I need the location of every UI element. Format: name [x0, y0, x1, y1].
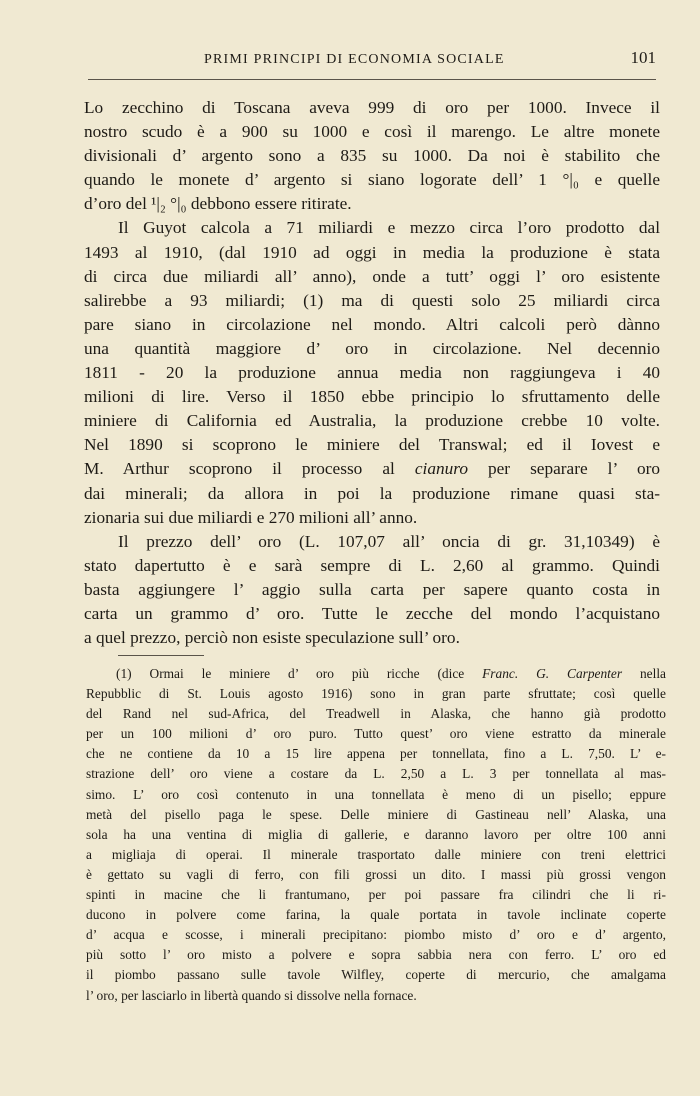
text-run: M. Arthur scoprono il processo al	[84, 459, 415, 479]
footnote-line: metà del pisello paga le spese. Delle miniere di Gastineau nell’ Alaska, una	[86, 806, 666, 822]
footnote-rule	[118, 655, 204, 656]
text-line: 1493 al 1910, (dal 1910 ad oggi in media la produzione è stata	[84, 242, 660, 262]
footnote-line: del Rand nel sud-Africa, del Treadwell in Alaska, che hanno già prodotto	[86, 706, 666, 722]
text-line: zionaria sui due miliardi e 270 milioni all’ anno.	[84, 507, 418, 527]
text-line: una quantità maggiore d’ oro in circolazione. Nel decennio	[84, 338, 660, 358]
running-head	[88, 48, 658, 72]
italic-author: Franc. G. Carpenter	[482, 666, 623, 681]
footnote-line: per un 100 milioni d’ oro puro. Tutto quest’ oro viene estratto da minerale	[86, 726, 666, 742]
text-line: d’oro del ¹|₂ °|₀ debbono essere ritirate.	[84, 194, 352, 214]
main-text	[84, 96, 660, 650]
text-line: stato dapertutto è e sarà sempre di L. 2,60 al grammo. Quindi	[84, 555, 660, 575]
footnote	[86, 664, 666, 1006]
text-line: salirebbe a 93 miliardi; (1) ma di questi solo 25 miliardi circa	[84, 290, 660, 310]
page-number: 101	[630, 48, 656, 67]
footnote-line: il piombo passano sulle tavole Wilfley, coperte di mercurio, che amalgama	[86, 967, 666, 983]
text-line: 1811 - 20 la produzione annua media non raggiungeva i 40	[84, 363, 660, 383]
text-run: nella	[622, 666, 666, 681]
text-line: Nel 1890 si scoprono le miniere del Transwal; ed il Iovest e	[84, 435, 660, 455]
text-line	[84, 457, 660, 481]
text-line: nostro scudo è a 900 su 1000 e così il marengo. Le altre monete	[84, 122, 660, 142]
text-line: miniere di California ed Australia, la produzione crebbe 10 volte.	[84, 411, 660, 431]
footnote-line: a migliaja di operai. Il minerale trasportato dalle miniere con treni elettrici	[86, 846, 666, 862]
text-run: per separare l’ oro	[467, 459, 660, 479]
text-run: (1) Ormai le miniere d’ oro più ricche (dice	[116, 666, 483, 681]
footnote-line: simo. L’ oro così contenuto in una tonnellata è meno di un pisello; eppure	[86, 786, 666, 802]
italic-term: cianuro	[414, 459, 468, 479]
text-line: divisionali d’ argento sono a 835 su 1000. Da noi è stabilito che	[84, 146, 660, 166]
footnote-line: d’ acqua e scosse, i minerali precipitano: piombo misto d’ oro e d’ argento,	[86, 927, 666, 943]
text-line: pare siano in circolazione nel mondo. Altri calcoli però dànno	[84, 314, 660, 334]
running-title: PRIMI PRINCIPI DI ECONOMIA SOCIALE	[204, 52, 505, 67]
text-line: carta un grammo d’ oro. Tutte le zecche del mondo l’acquistano	[84, 603, 660, 623]
text-line: quando le monete d’ argento si siano logorate dell’ 1 °|₀ e quelle	[84, 170, 660, 190]
footnote-line: Repubblic di St. Louis agosto 1916) sono in gran parte sfruttate; così quelle	[86, 686, 666, 702]
footnote-line: strazione dell’ oro viene a costare da L. 2,50 a L. 3 per tonnellata al mas-	[86, 766, 666, 782]
footnote-line: l’ oro, per lasciarlo in libertà quando si dissolve nella fornace.	[86, 987, 417, 1003]
text-line: Il Guyot calcola a 71 miliardi e mezzo circa l’oro prodotto dal	[118, 218, 660, 238]
text-line: a quel prezzo, perciò non esiste speculazione sull’ oro.	[84, 628, 460, 648]
footnote-line: è gettato su vagli di ferro, con fili grossi un dito. I massi più grossi vengon	[86, 866, 666, 882]
text-line: Il prezzo dell’ oro (L. 107,07 all’ oncia di gr. 31,10349) è	[118, 531, 660, 551]
text-line: di circa due miliardi all’ anno), onde a tutt’ oggi l’ oro esistente	[84, 266, 660, 286]
footnote-line	[86, 664, 666, 684]
footnote-line: più sotto l’ oro misto a polvere e sopra sabbia nera con ferro. L’ oro ed	[86, 947, 666, 963]
text-line: basta aggiungere l’ aggio sulla carta per sapere quanto costa in	[84, 579, 660, 599]
text-line: Lo zecchino di Toscana aveva 999 di oro per 1000. Invece il	[84, 98, 660, 117]
footnote-line: spinti in macine che li frantumano, per poi passare fra cilindri che li ri-	[86, 887, 666, 903]
text-line: milioni di lire. Verso il 1850 ebbe principio lo sfruttamento delle	[84, 387, 660, 407]
footnote-line: sola ha una ventina di miglia di gallerie, e daranno lavoro per oltre 100 anni	[86, 826, 666, 842]
header-rule	[88, 79, 656, 80]
text-line: dai minerali; da allora in poi la produzione rimane quasi sta-	[84, 483, 660, 503]
footnote-line: che ne contiene da 10 a 15 lire appena per tonnellata, fino a L. 7,50. L’ e-	[86, 746, 666, 762]
footnote-line: ducono in polvere come farina, la quale portata in tavole inclinate coperte	[86, 907, 666, 923]
